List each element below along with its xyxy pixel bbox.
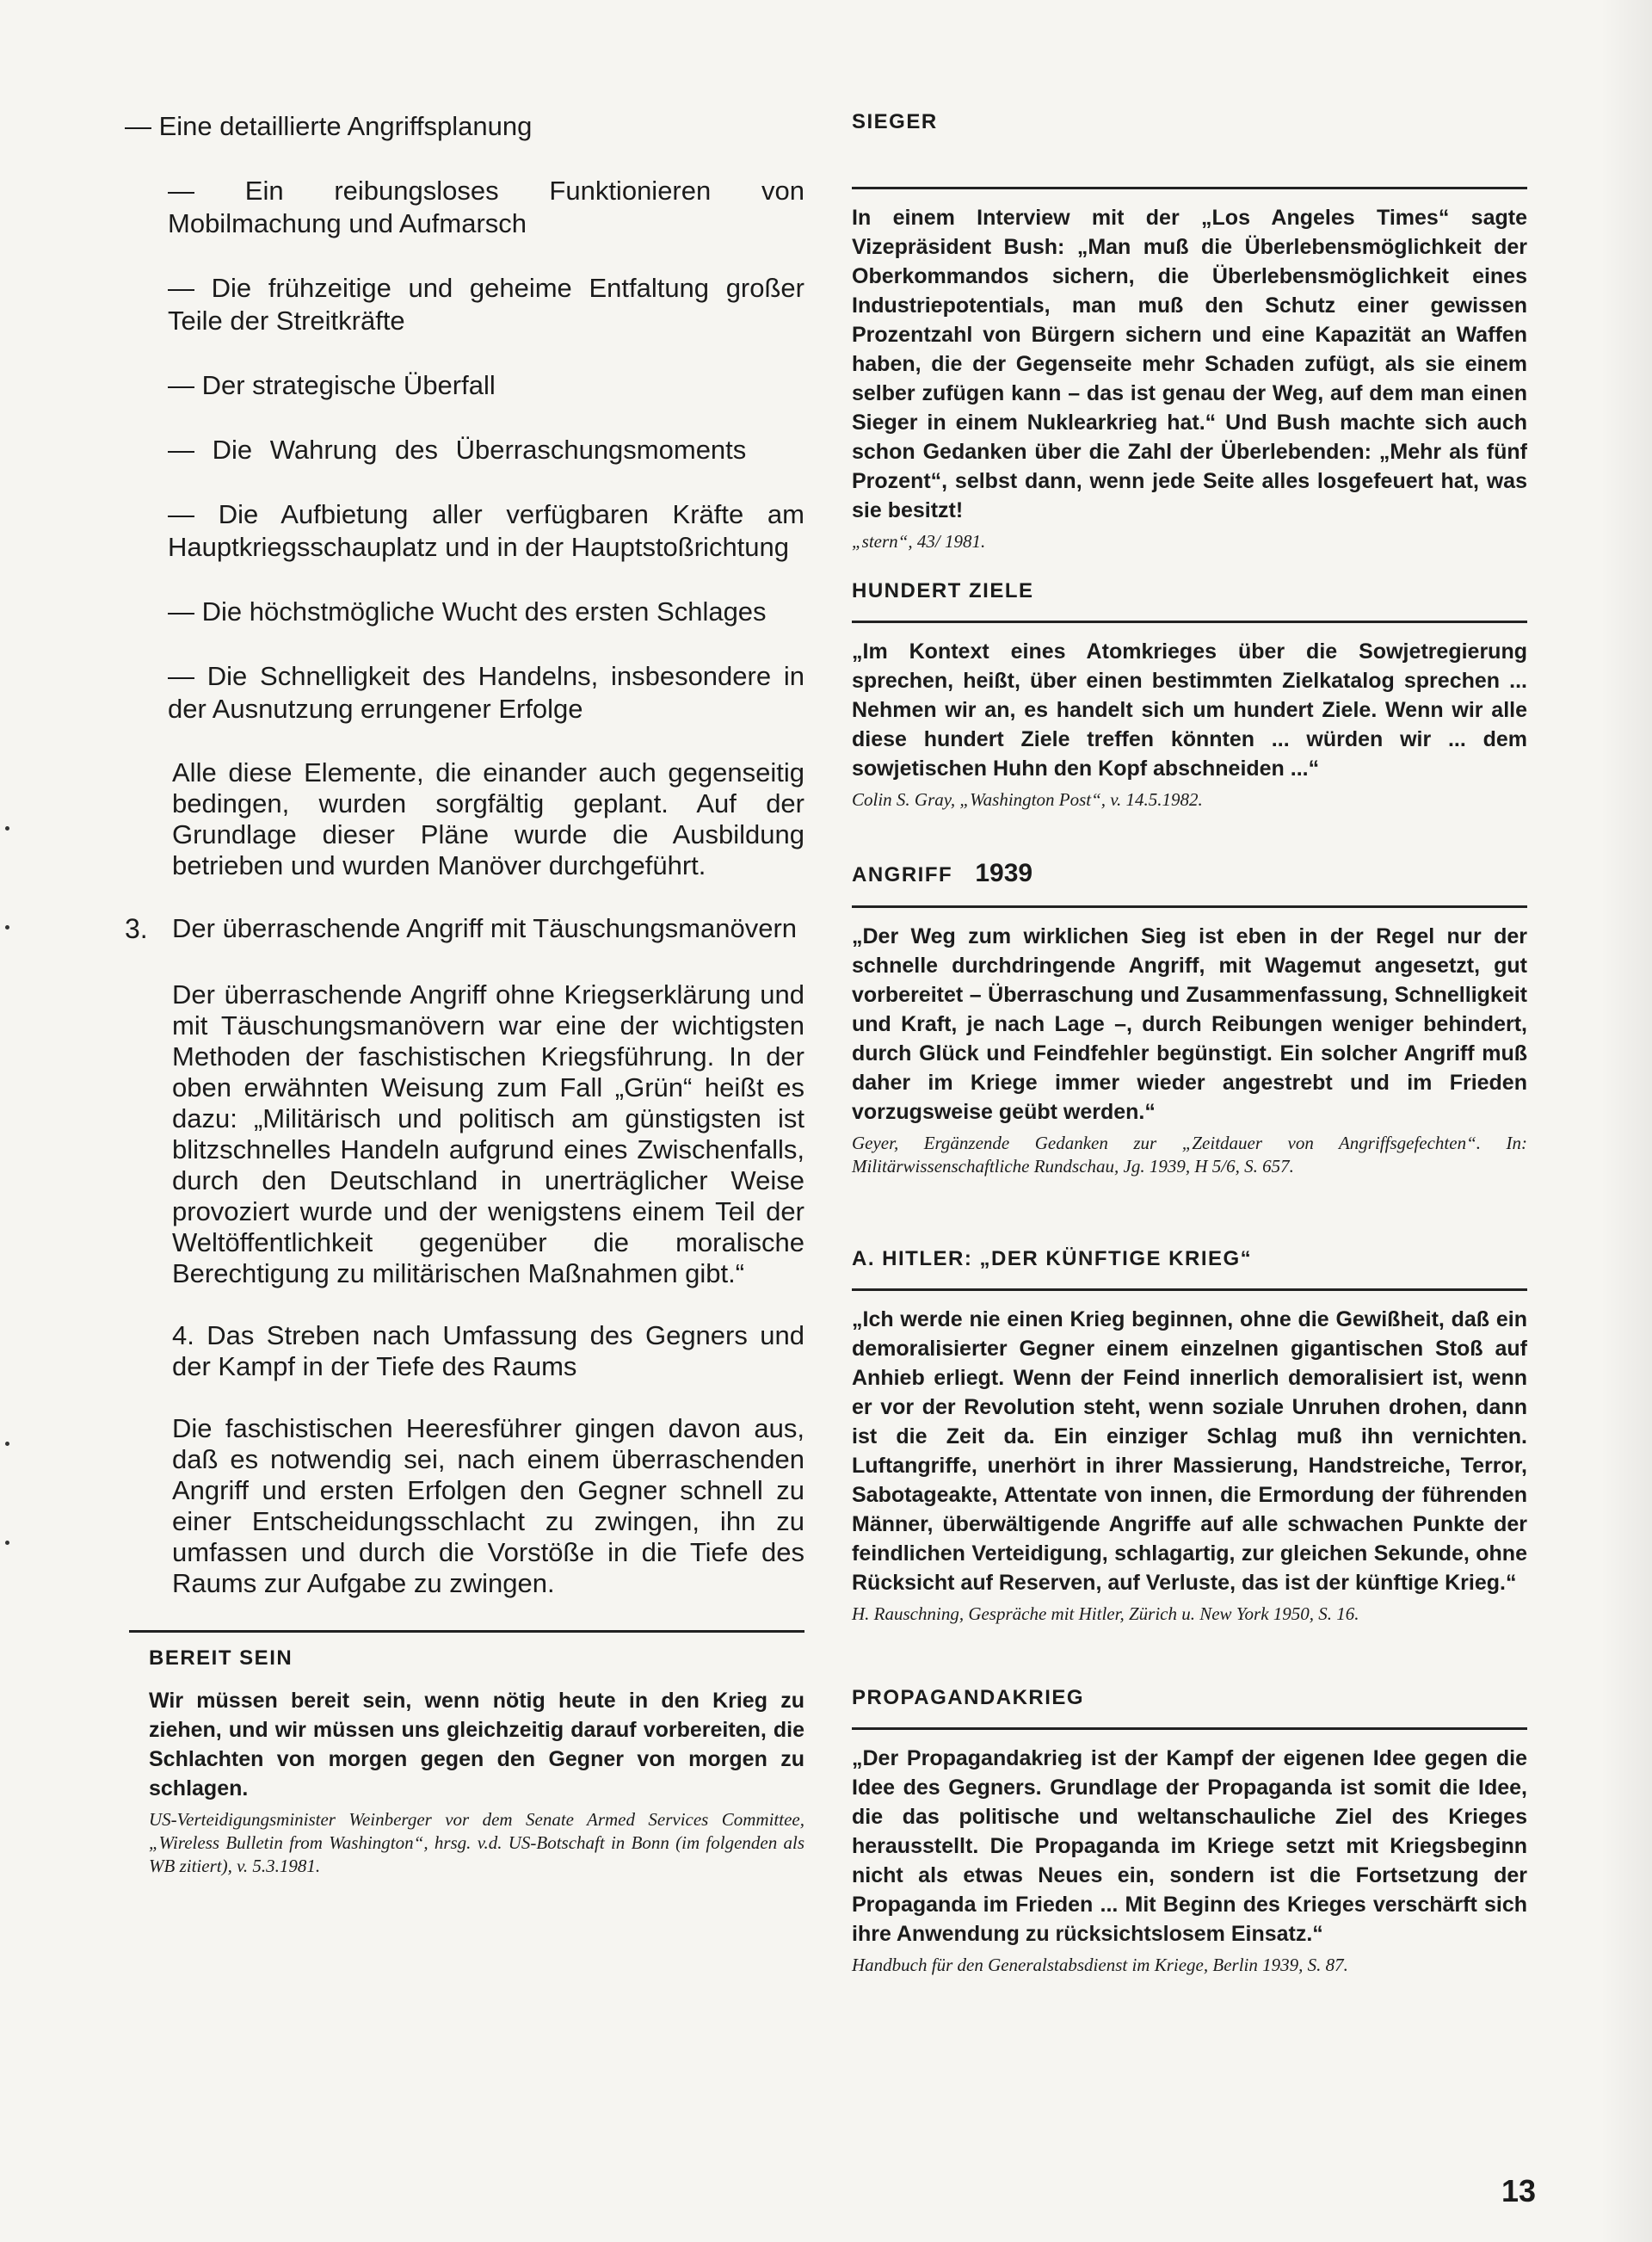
box-source: „stern“, 43/ 1981.: [852, 531, 986, 552]
box-title: BEREIT SEIN: [149, 1646, 293, 1670]
margin-mark: [5, 925, 9, 930]
right-column: [852, 110, 1527, 1977]
body-paragraph: Der überraschende Angriff ohne Kriegserklärung und mit Täuschungsmanövern war eine der wichtigsten Methoden der faschistischen Kriegsführung. In der oben erwähnten Weisung zum Fall „Grün“ heißt es dazu: „Militärisch und politisch am günstigsten ist blitzschnelles Handeln aufgrund eines Zwischenfalls, durch den Deutschland in unerträglicher Weise provoziert wurde und der wenigstens einem Teil der Weltöffentlichkeit gegenüber die moralische Berechtigung zu militärischen Maßnahmen gibt.“: [172, 979, 804, 1288]
box-body: „Im Kontext eines Atomkrieges über die Sowjetregierung sprechen, heißt, über einen bestimmten Zielkatalog sprechen ... Nehmen wir an, es handelt sich um hundert Ziele. Wenn wir alle diese hundert Ziele treffen könnten ... würden wir ... dem sowjetischen Huhn den Kopf abschneiden ...“: [852, 639, 1527, 781]
margin-mark: [5, 826, 9, 831]
body-paragraph: Die faschistischen Heeresführer gingen davon aus, daß es notwendig sei, nach einem überraschenden Angriff und ersten Erfolgen den Gegner schnell zu einer Entscheidungsschlacht zu zwingen, ihn zu umfassen und durch die Vorstöße in die Tiefe des Raums zur Aufgabe zu zwingen.: [172, 1413, 804, 1598]
margin-mark: [5, 1541, 9, 1545]
sidebar-box-bereit-sein: [125, 1646, 804, 1878]
box-title: A. HITLER: „DER KÜNFTIGE KRIEG“: [852, 1247, 1253, 1270]
sidebar-box-sieger: [852, 110, 1527, 553]
list-item: — Die frühzeitige und geheime Entfaltung großer Teile der Streitkräfte: [168, 273, 804, 336]
list-item: — Ein reibungsloses Funktionieren von Mobilmachung und Aufmarsch: [168, 176, 804, 238]
box-body: „Ich werde nie einen Krieg beginnen, ohne die Gewißheit, daß ein demoralisierter Gegner einem einzelnen gigantischen Stoß auf Anhieb erliegt. Wenn der Feind innerlich demoralisiert ist, wenn er vor der Revolution steht, wenn soziale Unruhen drohen, dann ist die Zeit da. Ein einziger Schlag muß ihn vernichten. Luftangriffe, unerhört in ihrer Massierung, Handstreiche, Terror, Sabotageakte, Attentate von innen, die Ermordung der führenden Männer, überwältigende Angriffe auf alle schwachen Punkte der feindlichen Verteidigung, schlagartig, zur gleichen Sekunde, ohne Rücksicht auf Reserven, auf Verluste, das ist der künftige Krieg.“: [852, 1307, 1527, 1595]
divider: [852, 905, 1527, 908]
list-item: — Eine detaillierte Angriffsplanung: [125, 111, 533, 141]
box-source: Colin S. Gray, „Washington Post“, v. 14.5.1982.: [852, 789, 1203, 810]
sidebar-box-propagandakrieg: [852, 1686, 1527, 1977]
box-body: Wir müssen bereit sein, wenn nötig heute in den Krieg zu ziehen, und wir müssen uns gleichzeitig darauf vorbereiten, die Schlachten von morgen gegen den Gegner von morgen zu schlagen.: [149, 1689, 804, 1800]
list-item: — Die Schnelligkeit des Handelns, insbesondere in der Ausnutzung errungener Erfolge: [168, 661, 804, 724]
box-body: „Der Weg zum wirklichen Sieg ist eben in der Regel nur der schnelle durchdringende Angriff, mit Wagemut angesetzt, gut vorbereitet – Überraschung und Zusammenfassung, Schnelligkeit und Kraft, je nach Lage –, durch Reibungen weniger behindert, durch Glück und Feindfehler begünstigt. Ein solcher Angriff muß daher im Kriege immer wieder angestrebt und im Frieden vorzugsweise geübt werden.“: [852, 924, 1527, 1124]
body-paragraph: Alle diese Elemente, die einander auch gegenseitig bedingen, wurden sorgfältig geplant. Auf der Grundlage dieser Pläne wurde die Ausbildung betrieben und wurden Manöver durchgeführt.: [172, 757, 804, 880]
divider: [129, 1630, 804, 1633]
sidebar-box-angriff-1939: [852, 859, 1527, 1178]
box-source: Handbuch für den Generalstabsdienst im Kriege, Berlin 1939, S. 87.: [852, 1955, 1348, 1975]
list-item: — Die Wahrung des Überraschungsmoments: [168, 435, 747, 465]
list-item: — Die Aufbietung aller verfügbaren Kräfte am Hauptkriegsschauplatz und in der Hauptstoßrichtung: [168, 499, 804, 562]
numbered-heading: 4. Das Streben nach Umfassung des Gegners und der Kampf in der Tiefe des Raums: [172, 1320, 804, 1381]
box-title-text: ANGRIFF: [852, 863, 953, 886]
left-column: [125, 110, 804, 1878]
box-title: SIEGER: [852, 110, 938, 133]
box-title: HUNDERT ZIELE: [852, 579, 1034, 602]
numbered-heading: [125, 912, 804, 945]
divider: [852, 621, 1527, 623]
box-source: US-Verteidigungsminister Weinberger vor dem Senate Armed Services Committee, „Wireless Bulletin from Washington“, hrsg. v.d. US-Botschaft in Bonn (im folgenden als WB zitiert), v. 5.3.1981.: [149, 1809, 804, 1876]
point-title: Der überraschende Angriff mit Täuschungsmanövern: [172, 913, 798, 943]
sidebar-box-hundert-ziele: [852, 579, 1527, 812]
box-title: [852, 859, 1527, 888]
page-edge-shadow: [1600, 0, 1652, 2242]
divider: [852, 1288, 1527, 1291]
box-source: H. Rauschning, Gespräche mit Hitler, Zürich u. New York 1950, S. 16.: [852, 1603, 1359, 1624]
divider: [852, 187, 1527, 189]
box-title-year: 1939: [975, 859, 1033, 887]
page-number: 13: [1501, 2173, 1537, 2208]
box-title: PROPAGANDAKRIEG: [852, 1686, 1085, 1709]
margin-mark: [5, 1442, 9, 1446]
box-body: „Der Propagandakrieg ist der Kampf der eigenen Idee gegen die Idee des Gegners. Grundlage der Propaganda ist somit die Idee, die das politische und weltanschauliche Ziel des Krieges herausstellt. Die Propaganda im Kriege setzt mit Kriegsbeginn nicht als etwas Neues ein, sondern ist die Fortsetzung der Propaganda im Frieden ... Mit Beginn des Krieges verschärft sich ihre Anwendung zu rücksichtslosem Einsatz.“: [852, 1746, 1527, 1946]
sidebar-box-hitler: [852, 1247, 1527, 1626]
list-item: — Die höchstmögliche Wucht des ersten Schlages: [168, 596, 767, 627]
box-body: In einem Interview mit der „Los Angeles Times“ sagte Vizepräsident Bush: „Man muß die Überlebensmöglichkeit der Oberkommandos sichern, die Überlebensmöglichkeit eines Industriepotentials, man muß den Schutz einer gewissen Prozentzahl von Bürgern sichern und eine Kapazität an Waffen haben, die der Gegenseite mehr Schaden zufügt, als sie einem selber zufügen kann – das ist genau der Weg, auf dem man einen Sieger in einem Nuklearkrieg hat.“ Und Bush machte sich auch schon Gedanken über die Zahl der Überlebenden: „Mehr als fünf Prozent“, selbst dann, wenn jede Seite alles losgefeuert hat, was sie besitzt!: [852, 206, 1527, 522]
list-item: — Der strategische Überfall: [168, 370, 496, 400]
box-source: Geyer, Ergänzende Gedanken zur „Zeitdauer von Angriffsgefechten“. In: Militärwissenschaftliche Rundschau, Jg. 1939, H 5/6, S. 657.: [852, 1133, 1527, 1177]
divider: [852, 1727, 1527, 1730]
point-number: 3.: [125, 913, 148, 944]
